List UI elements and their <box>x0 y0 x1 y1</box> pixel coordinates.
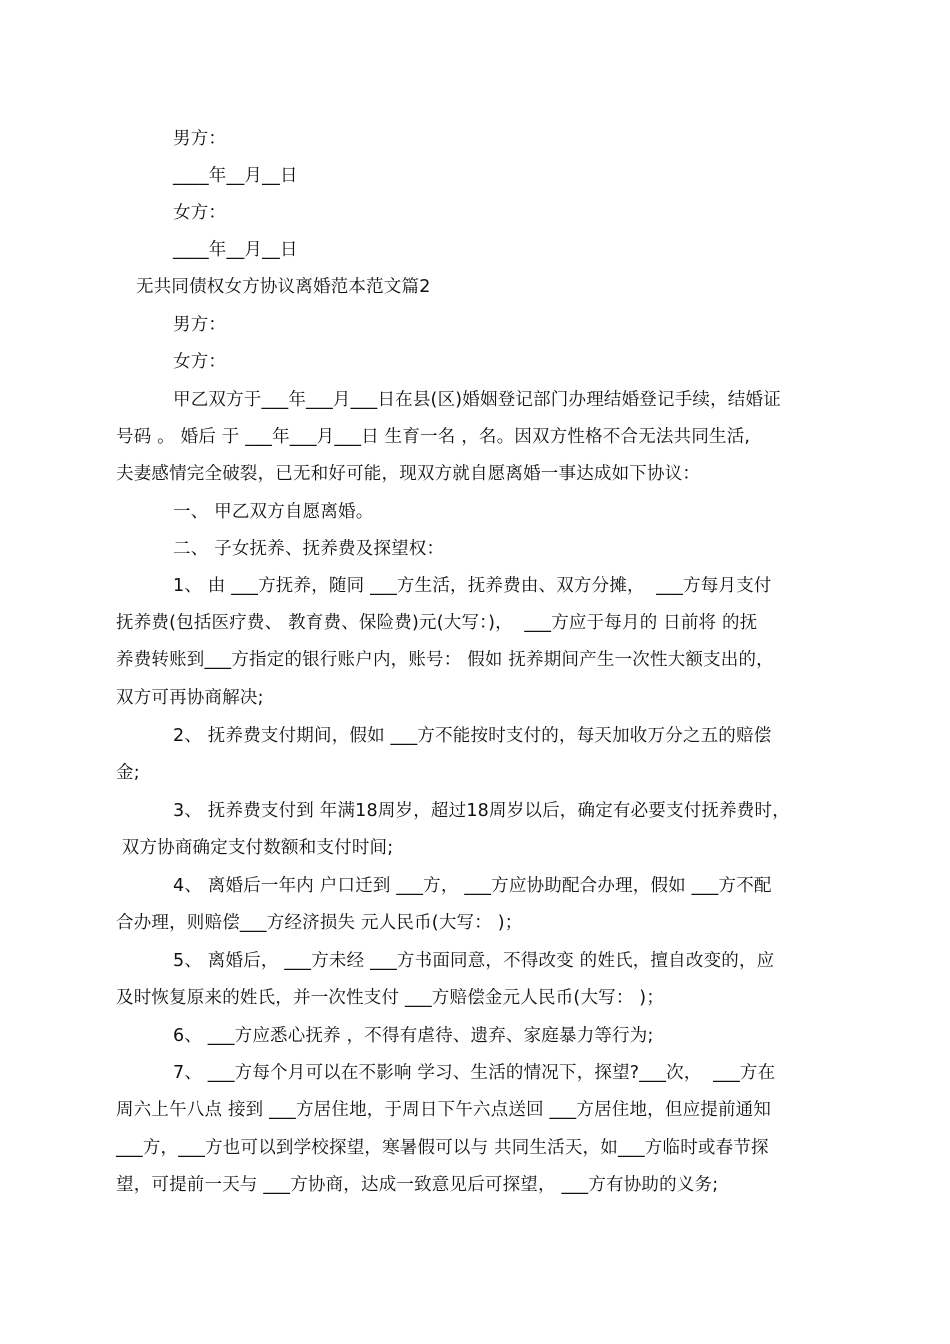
text-line: 周六上午八点 接到 ___方居住地，于周日下午六点送回 ___方居住地，但应提前通知 <box>116 1100 772 1120</box>
text-line: 7、 ___方每个月可以在不影响 学习、生活的情况下，探望?___次， ___方在 <box>173 1063 776 1083</box>
text-line: 养费转账到___方指定的银行账户内，账号： 假如 抚养期间产生一次性大额支出的， <box>116 650 774 670</box>
text-line: ___方，___方也可以到学校探望，寒暑假可以与 共同生活天，如___方临时或春节探 <box>116 1138 769 1158</box>
text-line: 女方： <box>173 203 227 223</box>
text-line: 合办理，则赔偿___方经济损失 元人民币(大写： )； <box>116 913 523 933</box>
text-line: 双方协商确定支付数额和支付时间; <box>116 838 394 858</box>
text-line: 男方： <box>173 315 227 335</box>
text-line: 号码 。 婚后 于 ___年___月___日 生育一名 ，名。因双方性格不合无法共同生活, <box>116 427 751 447</box>
text-line: 3、 抚养费支付到 年满18周岁，超过18周岁以后，确定有必要支付抚养费时， <box>173 801 790 821</box>
text-line: 二、 子女抚养、抚养费及探望权： <box>173 539 445 559</box>
text-line: 5、 离婚后， ___方未经 ___方书面同意，不得改变 的姓氏，擅自改变的，应 <box>173 951 775 971</box>
text-line: 金; <box>116 763 140 783</box>
text-line: 男方： <box>173 129 227 149</box>
text-line: 1、 由 ___方抚养，随同 ___方生活，抚养费由、双方分摊， ___方每月支付 <box>173 576 772 596</box>
text-line: 抚养费(包括医疗费、 教育费、保险费)元(大写：)， ___方应于每月的 日前将 的抚 <box>116 613 758 633</box>
text-line: 2、 抚养费支付期间，假如 ___方不能按时支付的，每天加收万分之五的赔偿 <box>173 726 772 746</box>
text-line: 及时恢复原来的姓氏，并一次性支付 ___方赔偿金元人民币(大写： )； <box>116 988 665 1008</box>
text-line: 一、 甲乙双方自愿离婚。 <box>173 502 374 522</box>
text-line: 6、 ___方应悉心抚养 ，不得有虐待、遗弃、家庭暴力等行为; <box>173 1026 654 1046</box>
text-line: 望，可提前一天与 ___方协商，达成一致意见后可探望， ___方有协助的义务; <box>116 1175 719 1195</box>
text-line: 女方： <box>173 352 227 372</box>
text-line: 双方可再协商解决; <box>116 688 264 708</box>
text-line: 甲乙双方于___年___月___日在县(区)婚姻登记部门办理结婚登记手续，结婚证 <box>173 390 781 410</box>
text-line: 夫妻感情完全破裂，已无和好可能，现双方就自愿离婚一事达成如下协议： <box>116 464 701 484</box>
text-line: ____年__月__日 <box>173 166 298 186</box>
section-heading: 无共同债权女方协议离婚范本范文篇2 <box>136 277 431 297</box>
text-line: ____年__月__日 <box>173 240 298 260</box>
text-line: 4、 离婚后一年内 户口迁到 ___方， ___方应协助配合办理，假如 ___方不配 <box>173 876 772 896</box>
